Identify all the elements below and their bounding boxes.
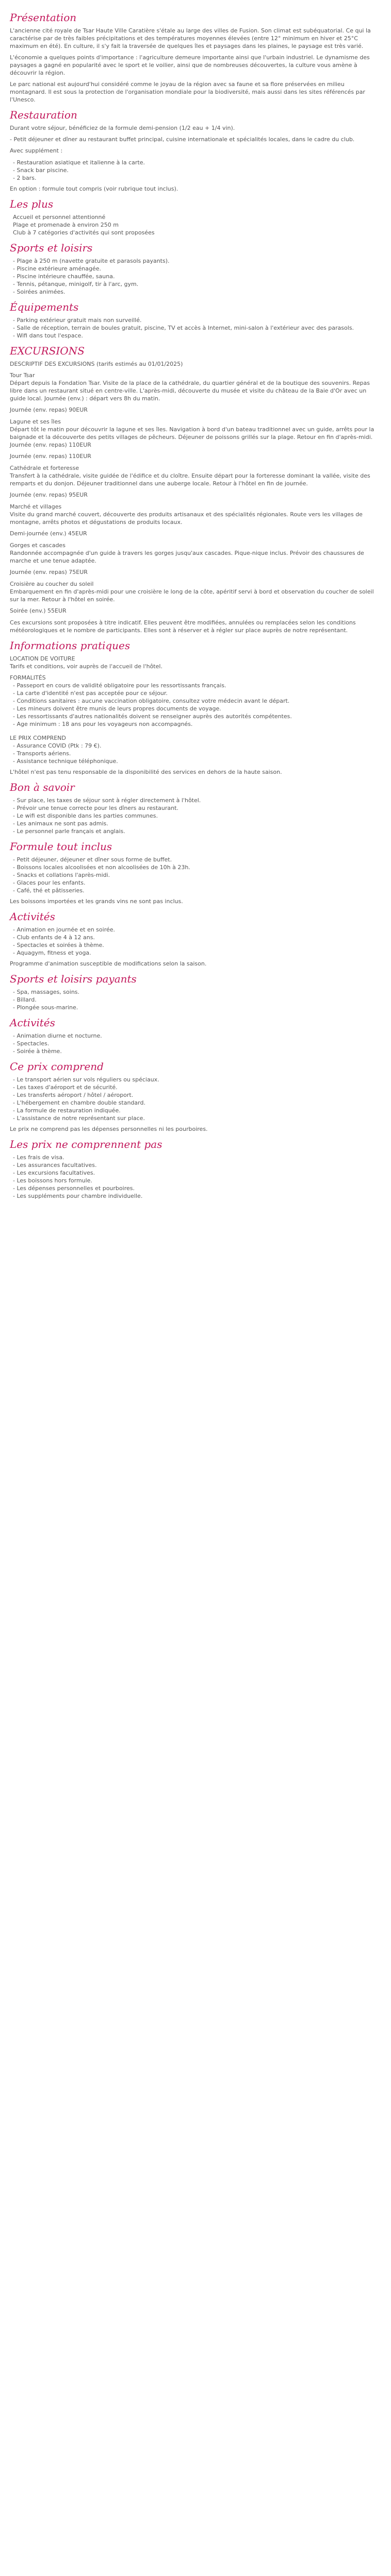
prix-comprend-section bbox=[10, 1060, 381, 1133]
activites-heading: Activités bbox=[10, 910, 55, 923]
list-item: - Plage à 250 m (navette gratuite et parasols payants). bbox=[13, 258, 170, 264]
list-item: - L'hébergement en chambre double standard. bbox=[13, 1099, 145, 1106]
list-item: - Le wifi est disponible dans les parties communes. bbox=[13, 812, 158, 819]
list-item: - Les ressortissants d'autres nationalités doivent se renseigner auprès des autorités compétentes. bbox=[13, 713, 292, 720]
equipements-section bbox=[10, 301, 381, 340]
list-item: - Assistance technique téléphonique. bbox=[13, 758, 118, 765]
list-item: - Spectacles. bbox=[13, 1040, 50, 1047]
prix-comprend-heading: Ce prix comprend bbox=[10, 1060, 104, 1073]
list-item: - Glaces pour les enfants. bbox=[13, 879, 86, 886]
excursion-title: Marché et villages bbox=[10, 503, 62, 510]
list-item: Accueil et personnel attentionné bbox=[13, 214, 106, 221]
excursion-title: Croisière au coucher du soleil bbox=[10, 581, 94, 587]
list-item: - Conditions sanitaires : aucune vaccination obligatoire, consultez votre médecin avant le départ. bbox=[13, 698, 290, 704]
bon-a-savoir-section bbox=[10, 781, 381, 835]
excursion-title: Gorges et cascades bbox=[10, 542, 66, 549]
prix-note: L'hôtel n'est pas tenu responsable de la disponibilité des services en dehors de la haute saison. bbox=[10, 769, 282, 775]
list-item: - 2 bars. bbox=[13, 175, 37, 181]
list-item: - Les suppléments pour chambre individuelle. bbox=[13, 1193, 143, 1199]
list-item: - Soirées animées. bbox=[13, 289, 66, 295]
location-body: Tarifs et conditions, voir auprès de l'accueil de l'hôtel. bbox=[10, 663, 162, 670]
sports-payants-section bbox=[10, 973, 381, 1011]
excursion-item bbox=[10, 580, 381, 615]
list-item: - Les animaux ne sont pas admis. bbox=[13, 820, 108, 827]
excursions-section bbox=[10, 345, 381, 634]
excursion-price: Journée (env. repas) 90EUR bbox=[10, 406, 88, 413]
restauration-paragraph: Durant votre séjour, bénéficiez de la formule demi-pension (1/2 eau + 1/4 vin). bbox=[10, 125, 235, 131]
excursion-price: Demi-journée (env.) 45EUR bbox=[10, 530, 87, 537]
list-item: - Spectacles et soirées à thème. bbox=[13, 942, 104, 948]
list-item: - Assurance COVID (Ptk : 79 €). bbox=[13, 742, 102, 749]
excursion-item bbox=[10, 541, 381, 576]
list-item: - Club enfants de 4 à 12 ans. bbox=[13, 934, 95, 941]
list-item: - La carte d'identité n'est pas acceptée pour ce séjour. bbox=[13, 690, 168, 697]
list-item: - Café, thé et pâtisseries. bbox=[13, 887, 85, 894]
restauration-subtitle: Avec supplément : bbox=[10, 147, 63, 154]
formule-note: Les boissons importées et les grands vins ne sont pas inclus. bbox=[10, 898, 183, 905]
list-item: - Piscine extérieure aménagée. bbox=[13, 265, 101, 272]
formule-heading: Formule tout inclus bbox=[10, 840, 112, 853]
list-item: - Passeport en cours de validité obligatoire pour les ressortissants français. bbox=[13, 682, 226, 689]
list-item: - Snacks et collations l'après-midi. bbox=[13, 872, 110, 878]
list-item: - Les boissons hors formule. bbox=[13, 1177, 92, 1184]
list-item: - Restauration asiatique et italienne à la carte. bbox=[13, 159, 145, 166]
excursion-item bbox=[10, 503, 381, 537]
pratique-heading: Informations pratiques bbox=[10, 639, 131, 652]
presentation-paragraph: L'ancienne cité royale de Tsar Haute Ville Caratière s'étale au large des villes de Fusion. Son climat est subéquatorial. Ce qui la caractérise par de très faibles précipitations et des températures moyennes élevées (entre 12° minimum en hiver et 25°C maximum en été). En culture, il s'y fait la traversée de quelques îles et paysages dans les plaines, le paysage est très varié. bbox=[10, 27, 371, 49]
list-item: - Aquagym, fitness et yoga. bbox=[13, 950, 91, 956]
excursion-price: Soirée (env.) 55EUR bbox=[10, 607, 67, 614]
activites-final-section bbox=[10, 1016, 381, 1055]
formalites-title: FORMALITÉS bbox=[10, 674, 46, 681]
list-item: - Parking extérieur gratuit mais non surveillé. bbox=[13, 317, 142, 324]
excursion-item bbox=[10, 418, 381, 460]
list-item: - Les transferts aéroport / hôtel / aéroport. bbox=[13, 1092, 134, 1098]
excursion-body: Visite du grand marché couvert, découverte des produits artisanaux et des spécialités régionales. Route vers les villages de montagne, arrêts photos et dégustations de produits locaux. bbox=[10, 511, 363, 526]
list-item: - Animation diurne et nocturne. bbox=[13, 1032, 102, 1039]
prix-non-compris-section bbox=[10, 1138, 381, 1200]
restauration-section bbox=[10, 109, 381, 193]
list-item: Club à 7 catégories d'activités qui sont proposées bbox=[13, 229, 155, 236]
restauration-paragraph: - Petit déjeuner et dîner au restaurant buffet principal, cuisine internationale et spécialités locales, dans le cadre du club. bbox=[10, 136, 355, 143]
list-item: - Petit déjeuner, déjeuner et dîner sous forme de buffet. bbox=[13, 856, 172, 863]
formule-section bbox=[10, 840, 381, 905]
presentation-heading: Présentation bbox=[10, 11, 77, 24]
equipements-heading: Équipements bbox=[10, 301, 79, 313]
list-item: - L'assistance de notre représentant sur place. bbox=[13, 1115, 145, 1122]
excursion-price: Journée (env. repas) 75EUR bbox=[10, 569, 88, 575]
list-item: - Tennis, pétanque, minigolf, tir à l'arc, gym. bbox=[13, 281, 139, 287]
list-item: - Animation en journée et en soirée. bbox=[13, 926, 116, 933]
presentation-paragraph: L'économie a quelques points d'importance : l'agriculture demeure importante ainsi que l'urbain industriel. Le dynamisme des paysages a gagné en popularité avec le sport et le voilier, ainsi que de nombreuses découvertes, la culture vous amène à découvrir la région. bbox=[10, 54, 370, 76]
list-item: - Spa, massages, soins. bbox=[13, 989, 80, 995]
list-item: - Transports aériens. bbox=[13, 750, 71, 757]
excursions-heading: EXCURSIONS bbox=[10, 345, 85, 357]
list-item: - Prévoir une tenue correcte pour les dîners au restaurant. bbox=[13, 805, 178, 811]
presentation-paragraph: Le parc national est aujourd'hui considéré comme le joyau de la région avec sa faune et sa flore préservées en milieu montagnard. Il est sous la protection de l'organisation mondiale pour la biodiversité, mais aussi dans les sites référencés par l'Unesco. bbox=[10, 81, 365, 103]
list-item: - Les assurances facultatives. bbox=[13, 1162, 97, 1168]
list-item: - Les taxes d'aéroport et de sécurité. bbox=[13, 1084, 118, 1091]
list-item: - Soirée à thème. bbox=[13, 1048, 62, 1055]
restauration-paragraph: En option : formule tout compris (voir rubrique tout inclus). bbox=[10, 185, 178, 192]
bon-a-savoir-heading: Bon à savoir bbox=[10, 781, 75, 793]
list-item: - Piscine intérieure chauffée, sauna. bbox=[13, 273, 115, 280]
excursion-title: Tour Tsar bbox=[10, 372, 35, 379]
excursion-item bbox=[10, 371, 381, 414]
list-item: - Sur place, les taxes de séjour sont à régler directement à l'hôtel. bbox=[13, 797, 201, 804]
list-item: - Snack bar piscine. bbox=[13, 167, 69, 174]
prix-title: LE PRIX COMPREND bbox=[10, 735, 66, 741]
excursion-title: Cathédrale et forteresse bbox=[10, 465, 79, 471]
excursion-body: Transfert à la cathédrale, visite guidée de l'édifice et du cloître. Ensuite départ pour la forteresse dominant la vallée, visite des remparts et du donjon. Déjeuner traditionnel dans une auberge locale. Retour à l'hôtel en fin de journée. bbox=[10, 472, 370, 487]
sports-payants-heading: Sports et loisirs payants bbox=[10, 973, 137, 985]
excursion-body: Embarquement en fin d'après-midi pour une croisière le long de la côte, apéritif servi à bord et observation du coucher de soleil sur la mer. Retour à l'hôtel en soirée. bbox=[10, 588, 374, 603]
excursion-price: Journée (env. repas) 95EUR bbox=[10, 492, 88, 498]
prix-comprend-note: Le prix ne comprend pas les dépenses personnelles ni les pourboires. bbox=[10, 1126, 208, 1132]
activites-note: Programme d'animation susceptible de modifications selon la saison. bbox=[10, 960, 207, 967]
prix-non-compris-heading: Les prix ne comprennent pas bbox=[10, 1138, 162, 1150]
excursion-item bbox=[10, 464, 381, 499]
activites-section bbox=[10, 910, 381, 968]
restauration-list bbox=[10, 159, 381, 182]
les-plus-section bbox=[10, 198, 381, 236]
excursion-price: Journée (env. repas) 110EUR bbox=[10, 453, 91, 460]
pratique-section bbox=[10, 639, 381, 776]
list-item: - Le transport aérien sur vols réguliers ou spéciaux. bbox=[13, 1076, 159, 1083]
list-item: - Les mineurs doivent être munis de leurs propres documents de voyage. bbox=[13, 705, 221, 712]
excursion-body: Départ depuis la Fondation Tsar. Visite de la place de la cathédrale, du quartier général et de la boutique des souvenirs. Repas libre dans un restaurant situé en centre-ville. L'après-midi, découverte du musée et visite du château de la Baie d'Or avec un guide local. Journée (env.) : départ vers 8h du matin. bbox=[10, 380, 370, 402]
list-item: Plage et promenade à environ 250 m bbox=[13, 222, 119, 228]
excursions-notice: Ces excursions sont proposées à titre indicatif. Elles peuvent être modifiées, annulées ou remplacées selon les conditions météorologiques et le nombre de participants. Elles sont à réserver et à régler sur place auprès de notre représentant. bbox=[10, 619, 356, 634]
list-item: - Les excursions facultatives. bbox=[13, 1170, 95, 1176]
excursion-body: Randonnée accompagnée d'un guide à travers les gorges jusqu'aux cascades. Pique-nique inclus. Prévoir des chaussures de marche et une tenue adaptée. bbox=[10, 550, 364, 564]
location-title: LOCATION DE VOITURE bbox=[10, 655, 75, 662]
list-item: - Boissons locales alcoolisées et non alcoolisées de 10h à 23h. bbox=[13, 864, 190, 871]
list-item: - Plongée sous-marine. bbox=[13, 1004, 78, 1011]
list-item: - Wifi dans tout l'espace. bbox=[13, 332, 83, 339]
list-item: - Les frais de visa. bbox=[13, 1154, 64, 1161]
list-item: - Salle de réception, terrain de boules gratuit, piscine, TV et accès à Internet, mini-salon à l'extérieur avec des parasols. bbox=[13, 325, 354, 331]
page bbox=[0, 0, 391, 1215]
excursion-body: Départ tôt le matin pour découvrir la lagune et ses îles. Navigation à bord d'un bateau traditionnel avec un guide, arrêts pour la baignade et la découverte des petits villages de pêcheurs. Déjeuner de poissons grillés sur la plage. Retour en fin d'après-midi. Journée (env. repas) 110EUR bbox=[10, 426, 374, 448]
sports-heading: Sports et loisirs bbox=[10, 242, 93, 254]
list-item: - Le personnel parle français et anglais. bbox=[13, 828, 125, 835]
excursion-title: Lagune et ses îles bbox=[10, 418, 61, 425]
list-item: - Billard. bbox=[13, 996, 37, 1003]
presentation-section bbox=[10, 11, 381, 104]
list-item: - Les dépenses personnelles et pourboires. bbox=[13, 1185, 135, 1192]
excursions-intro: DESCRIPTIF DES EXCURSIONS (tarifs estimés au 01/01/2025) bbox=[10, 361, 183, 367]
list-item: - La formule de restauration indiquée. bbox=[13, 1107, 121, 1114]
list-item: - Age minimum : 18 ans pour les voyageurs non accompagnés. bbox=[13, 721, 193, 727]
sports-section bbox=[10, 242, 381, 296]
restauration-heading: Restauration bbox=[10, 109, 77, 121]
les-plus-heading: Les plus bbox=[10, 198, 54, 210]
activites-final-heading: Activités bbox=[10, 1016, 55, 1029]
